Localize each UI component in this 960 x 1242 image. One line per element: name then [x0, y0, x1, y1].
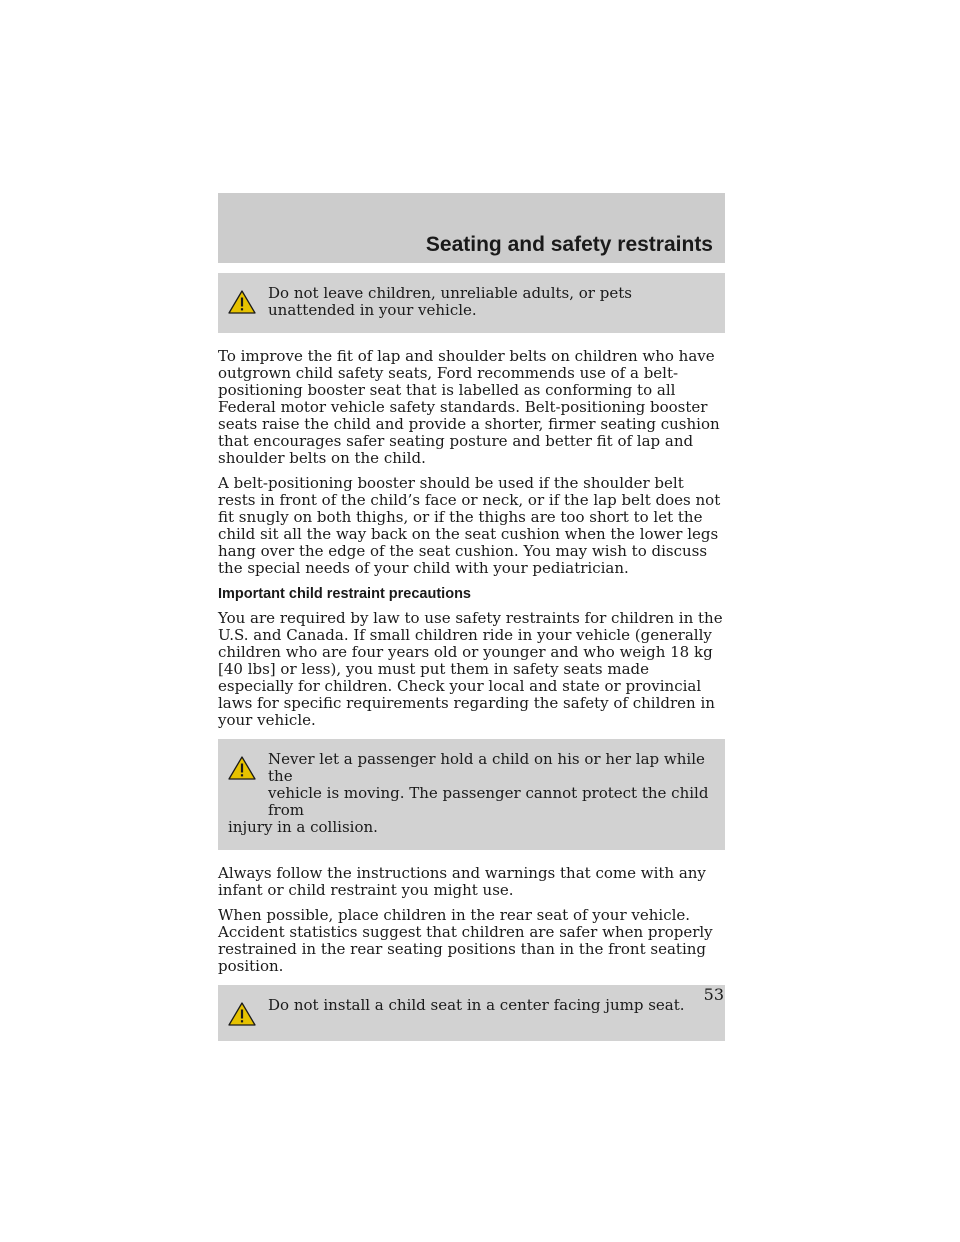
warning-text-line-2: vehicle is moving. The passenger cannot protect the child from	[268, 784, 709, 819]
booster-seat-paragraph: To improve the fit of lap and shoulder belts on children who have outgrown child safety seats, Ford recommends use of a belt-positioning booster seat that is labelled as conforming to all Federal motor vehicle safety standards. Belt-positioning booster seats raise the child and provide a shorter, firmer seating cushion that encourages safer seating posture and better fit of lap and shoulder belts on the child.	[218, 347, 720, 467]
rear-seat-paragraph: When possible, place children in the rear seat of your vehicle. Accident statistics suggest that children are safer when properly restrained in the rear seating positions than in the front seating position.	[218, 906, 713, 975]
section-subheading: Important child restraint precautions	[218, 586, 471, 602]
warning-box-unattended	[218, 273, 725, 333]
law-requirements-paragraph: You are required by law to use safety restraints for children in the U.S. and Canada. If small children ride in your vehicle (generally children who are four years old or younger and who weigh 18 kg [40 lbs] or less), you must put them in safety seats made especially for children. Check your local and state or provincial laws for specific requirements regarding the safety of children in your vehicle.	[218, 609, 723, 729]
warning-text-line-1: Never let a passenger hold a child on his or her lap while the	[268, 750, 705, 785]
booster-usage-paragraph: A belt-positioning booster should be used if the shoulder belt rests in front of the child’s face or neck, or if the lap belt does not fit snugly on both thighs, or if the thighs are too short to let the child sit all the way back on the seat cushion when the lower legs hang over the edge of the seat cushion. You may wish to discuss the special needs of your child with your pediatrician.	[218, 474, 721, 577]
warning-triangle-icon	[228, 756, 256, 780]
warning-triangle-icon	[228, 1002, 256, 1026]
section-title: Seating and safety restraints	[425, 233, 713, 256]
follow-instructions-paragraph: Always follow the instructions and warnings that come with any infant or child restraint you might use.	[218, 864, 706, 899]
page-content	[218, 273, 725, 1041]
warning-text: Do not leave children, unreliable adults, or pets unattended in your vehicle.	[268, 284, 632, 319]
warning-triangle-icon	[228, 290, 256, 314]
warning-box-lap	[218, 739, 725, 850]
page-number: 53	[703, 985, 724, 1004]
section-header-band	[218, 193, 725, 263]
warning-text: Do not install a child seat in a center facing jump seat.	[268, 996, 685, 1014]
warning-box-jump-seat	[218, 985, 725, 1041]
warning-text-line-3: injury in a collision.	[228, 818, 378, 836]
